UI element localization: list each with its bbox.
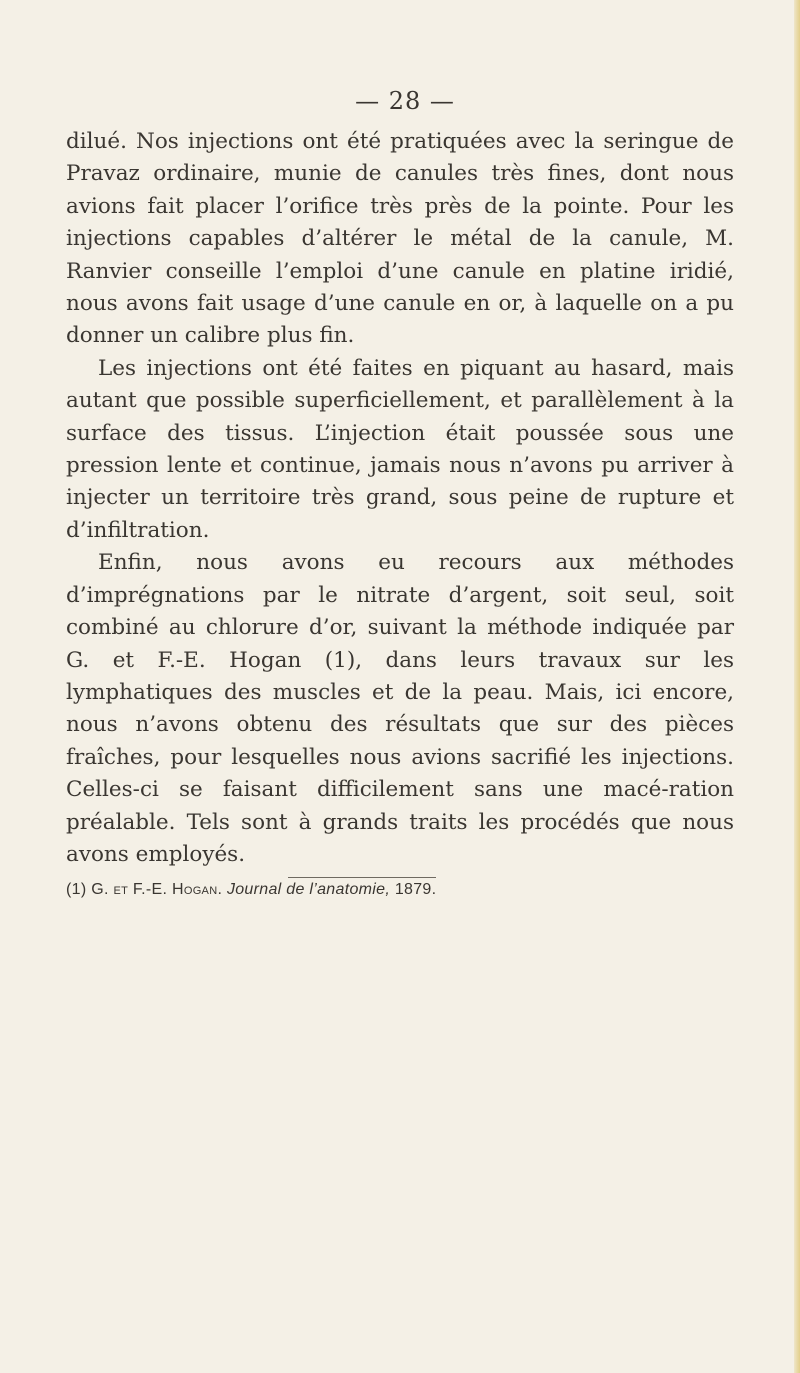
footer-rule: [288, 877, 436, 878]
footnote-authors: G. et F.-E. Hogan.: [91, 881, 223, 899]
footnote-journal: Journal de l’anatomie,: [226, 881, 391, 899]
body-text: [66, 126, 734, 871]
footnote-marker: (1): [66, 881, 87, 899]
paragraph-1: dilué. Nos injections ont été pratiquées avec la seringue de Pravaz ordinaire, munie de canules très fines, dont nous avions fait placer l’orifice très près de la pointe. Pour les injections capables d’altérer le métal de la canule, M. Ranvier conseille l’emploi d’une canule en platine iridié, nous avons fait usage d’une canule en or, à laquelle on a pu donner un calibre plus fin.: [66, 129, 734, 349]
page-number: — 28 —: [355, 87, 455, 115]
footnote: [66, 879, 734, 901]
footnote-year: 1879.: [394, 881, 437, 899]
paragraph-2: Les injections ont été faites en piquant au hasard, mais autant que possible superficiellement, et parallèlement à la surface des tissus. L’injection était poussée sous une pression lente et continue, jamais nous n’avons pu arriver à injecter un territoire très grand, sous peine de rupture et d’infiltration.: [66, 355, 734, 543]
page-edge-shading: [794, 0, 800, 1373]
paragraph-3: Enfin, nous avons eu recours aux méthodes d’imprégnations par le nitrate d’argent, soit seul, soit combiné au chlorure d’or, suivant la méthode indiquée par G. et F.-E. Hogan (1), dans leurs travaux sur les lymphatiques des muscles et de la peau. Mais, ici encore, nous n’avons obtenu des résultats que sur des pièces fraîches, pour lesquelles nous avions sacrifié les injections. Celles-ci se faisant difficilement sans une macé-ration préalable. Tels sont à grands traits les procédés que nous avons employés.: [66, 550, 734, 867]
book-page: [66, 86, 734, 901]
